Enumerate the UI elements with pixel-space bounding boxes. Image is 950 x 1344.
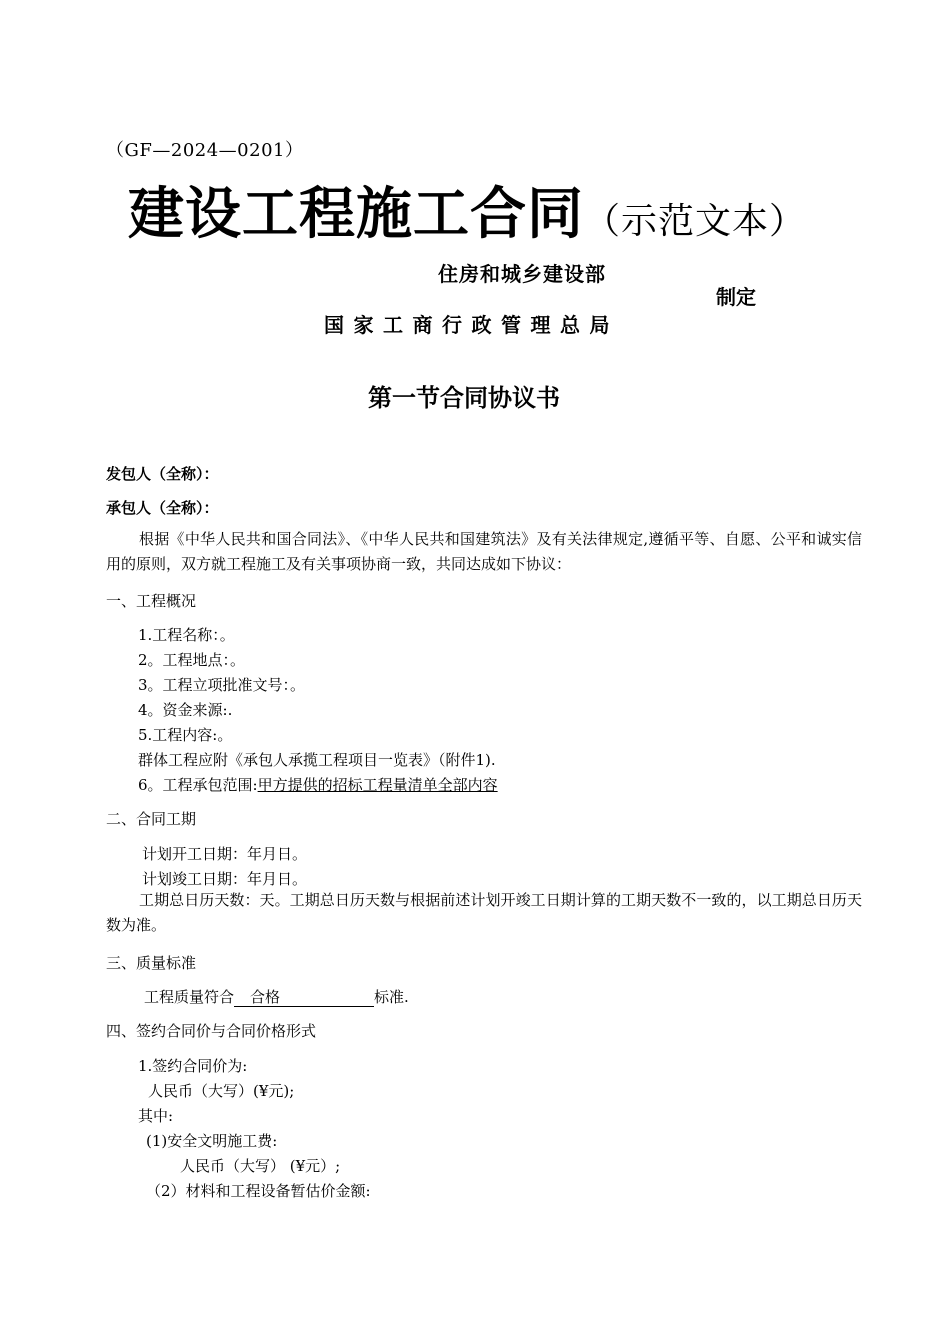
quality-standard-line: [144, 986, 409, 1007]
total-duration-paragraph: 工期总日历天数：天。工期总日历天数与根据前述计划开竣工日期计算的工期天数不一致的，以工期总日历天数为准。: [106, 891, 862, 934]
contractor-line: 承包人（全称）：: [106, 499, 219, 517]
overview-item: 3。工程立项批准文号：。: [138, 676, 306, 694]
title-subtitle: （示范文本）: [584, 201, 807, 242]
contract-price-rmb: 人民币（大写）(¥元);: [148, 1082, 295, 1100]
section-title: 第一节合同协议书: [368, 384, 560, 412]
overview-item: 2。工程地点：。: [138, 651, 246, 669]
among-label: 其中:: [138, 1107, 174, 1125]
overview-heading: 一、工程概况: [106, 592, 197, 610]
document-code: （GF—2024—0201）: [106, 140, 304, 161]
quality-prefix: 工程质量符合: [144, 988, 235, 1006]
document-title: [128, 180, 806, 257]
overview-item: 1.工程名称：。: [138, 626, 235, 644]
quality-value: 合格: [234, 988, 374, 1007]
employer-line: 发包人（全称）：: [106, 465, 219, 483]
issued-label: 制定: [716, 285, 756, 309]
scope-value: 甲方提供的招标工程量清单全部内容: [257, 776, 498, 794]
planned-finish-date: 计划竣工日期：年月日。: [142, 870, 308, 888]
title-main: 建设工程施工合同: [128, 182, 584, 247]
scope-label: 6。工程承包范围:: [138, 776, 258, 794]
issuer-ministry: 住房和城乡建设部: [438, 262, 606, 286]
issuer-administration: 国家工商行政管理总局: [324, 313, 619, 337]
period-heading: 二、合同工期: [106, 810, 197, 828]
price-heading: 四、签约合同价与合同价格形式: [106, 1022, 317, 1040]
overview-item: 群体工程应附《承包人承揽工程项目一览表》（附件1).: [138, 751, 496, 769]
overview-item: 4。资金来源:.: [138, 701, 233, 719]
safety-fee-label: (1)安全文明施工费:: [146, 1132, 278, 1150]
preamble-paragraph: 根据《中华人民共和国合同法》、《中华人民共和国建筑法》及有关法律规定,遵循平等、自愿、公平和诚实信用的原则，双方就工程施工及有关事项协商一致，共同达成如下协议：: [106, 530, 862, 573]
quality-heading: 三、质量标准: [106, 954, 197, 972]
safety-fee-rmb: 人民币（大写） (¥元）;: [180, 1157, 341, 1175]
contract-price-label: 1.签约合同价为:: [138, 1057, 248, 1075]
materials-estimate-label: （2）材料和工程设备暂估价金额:: [146, 1182, 371, 1200]
quality-suffix: 标准.: [374, 988, 409, 1006]
overview-scope-line: [138, 774, 498, 795]
overview-item: 5.工程内容:。: [138, 726, 233, 744]
planned-start-date: 计划开工日期：年月日。: [142, 845, 308, 863]
